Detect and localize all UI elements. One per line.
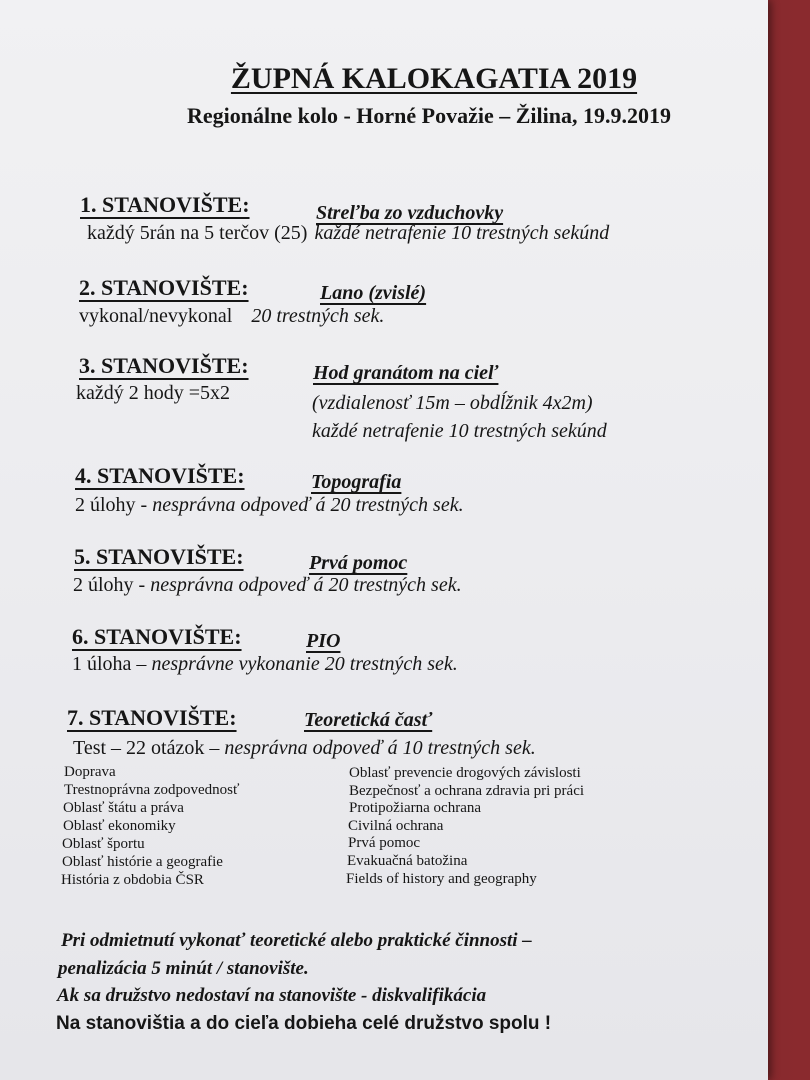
- station-3-rule-text: každý 2 hody =5x2: [76, 382, 231, 404]
- topic-left-6: Oblasť histórie a geografie: [62, 854, 223, 870]
- topic-right-6: Evakuačná batožina: [347, 853, 468, 869]
- station-2-discipline: Lano (zvislé): [320, 282, 427, 304]
- station-3-discipline: Hod granátom na cieľ: [313, 362, 499, 384]
- document-title: ŽUPNÁ KALOKAGATIA 2019: [230, 62, 638, 95]
- document-subtitle: Regionálne kolo - Horné Považie – Žilina, 19.9.2019: [187, 103, 671, 128]
- topic-right-3: Protipožiarna ochrana: [349, 800, 482, 816]
- station-1-rule: [87, 222, 609, 245]
- station-7-penalty: nesprávna odpoveď á 10 trestných sek.: [224, 737, 536, 759]
- topic-left-3: Oblasť štátu a práva: [63, 800, 184, 816]
- station-6-label: 6. STANOVIŠTE:: [72, 624, 242, 649]
- footer-note-4: Na stanovištia a do cieľa dobieha celé družstvo spolu !: [56, 1013, 552, 1034]
- station-2-label: 2. STANOVIŠTE:: [79, 275, 249, 300]
- station-2-rule-text: vykonal/nevykonal: [79, 305, 233, 327]
- footer-note-2: penalizácia 5 minút / stanovište.: [58, 958, 309, 979]
- station-2-penalty: 20 trestných sek.: [251, 305, 385, 327]
- station-7-rule-text: Test – 22 otázok –: [73, 737, 220, 759]
- station-4-penalty: nesprávna odpoveď á 20 trestných sek.: [152, 494, 464, 516]
- topic-right-5: Prvá pomoc: [348, 835, 421, 851]
- station-4-rule: [75, 494, 464, 517]
- station-4-discipline: Topografia: [311, 471, 402, 493]
- topic-left-7: História z obdobia ČSR: [61, 872, 204, 888]
- topic-left-5: Oblasť športu: [62, 836, 145, 852]
- station-3-label: 3. STANOVIŠTE:: [79, 353, 249, 378]
- station-1-label: 1. STANOVIŠTE:: [80, 192, 250, 217]
- topic-left-1: Doprava: [64, 764, 116, 780]
- footer-note-3: Ak sa družstvo nedostaví na stanovište - diskvalifikácia: [57, 985, 487, 1006]
- station-5-rule: [73, 574, 462, 597]
- station-7-discipline: Teoretická časť: [304, 709, 433, 731]
- station-1-rule-text: každý 5rán na 5 terčov (25): [87, 222, 308, 244]
- topic-right-2: Bezpečnosť a ochrana zdravia pri práci: [349, 783, 585, 799]
- station-5-discipline: Prvá pomoc: [309, 552, 408, 574]
- station-4-rule-text: 2 úlohy -: [75, 494, 148, 516]
- station-6-discipline: PIO: [306, 630, 341, 652]
- station-6-rule-text: 1 úloha –: [72, 653, 147, 675]
- station-7-rule: [73, 737, 536, 760]
- topic-right-4: Civilná ochrana: [348, 818, 444, 834]
- station-3-penalty: každé netrafenie 10 trestných sekúnd: [312, 420, 607, 442]
- station-4-label: 4. STANOVIŠTE:: [75, 463, 245, 488]
- station-5-penalty: nesprávna odpoveď á 20 trestných sek.: [150, 574, 462, 596]
- station-1-penalty: každé netrafenie 10 trestných sekúnd: [314, 222, 610, 244]
- station-5-label: 5. STANOVIŠTE:: [74, 544, 244, 569]
- topic-left-2: Trestnoprávna zodpovednosť: [64, 782, 240, 798]
- station-7-label: 7. STANOVIŠTE:: [67, 705, 237, 730]
- topic-right-1: Oblasť prevencie drogových závislosti: [349, 765, 581, 781]
- station-6-penalty: nesprávne vykonanie 20 trestných sek.: [151, 653, 458, 675]
- station-2-rule: [79, 305, 384, 328]
- station-3-distance: (vzdialenosť 15m – obdĺžnik 4x2m): [312, 392, 593, 414]
- topic-left-4: Oblasť ekonomiky: [63, 818, 176, 834]
- station-6-rule: [72, 653, 458, 676]
- topic-right-7: Fields of history and geography: [346, 871, 537, 887]
- footer-note-1: Pri odmietnutí vykonať teoretické alebo praktické činnosti –: [61, 930, 532, 951]
- station-5-rule-text: 2 úlohy -: [73, 574, 146, 596]
- station-1-discipline: Streľba zo vzduchovky: [316, 202, 504, 224]
